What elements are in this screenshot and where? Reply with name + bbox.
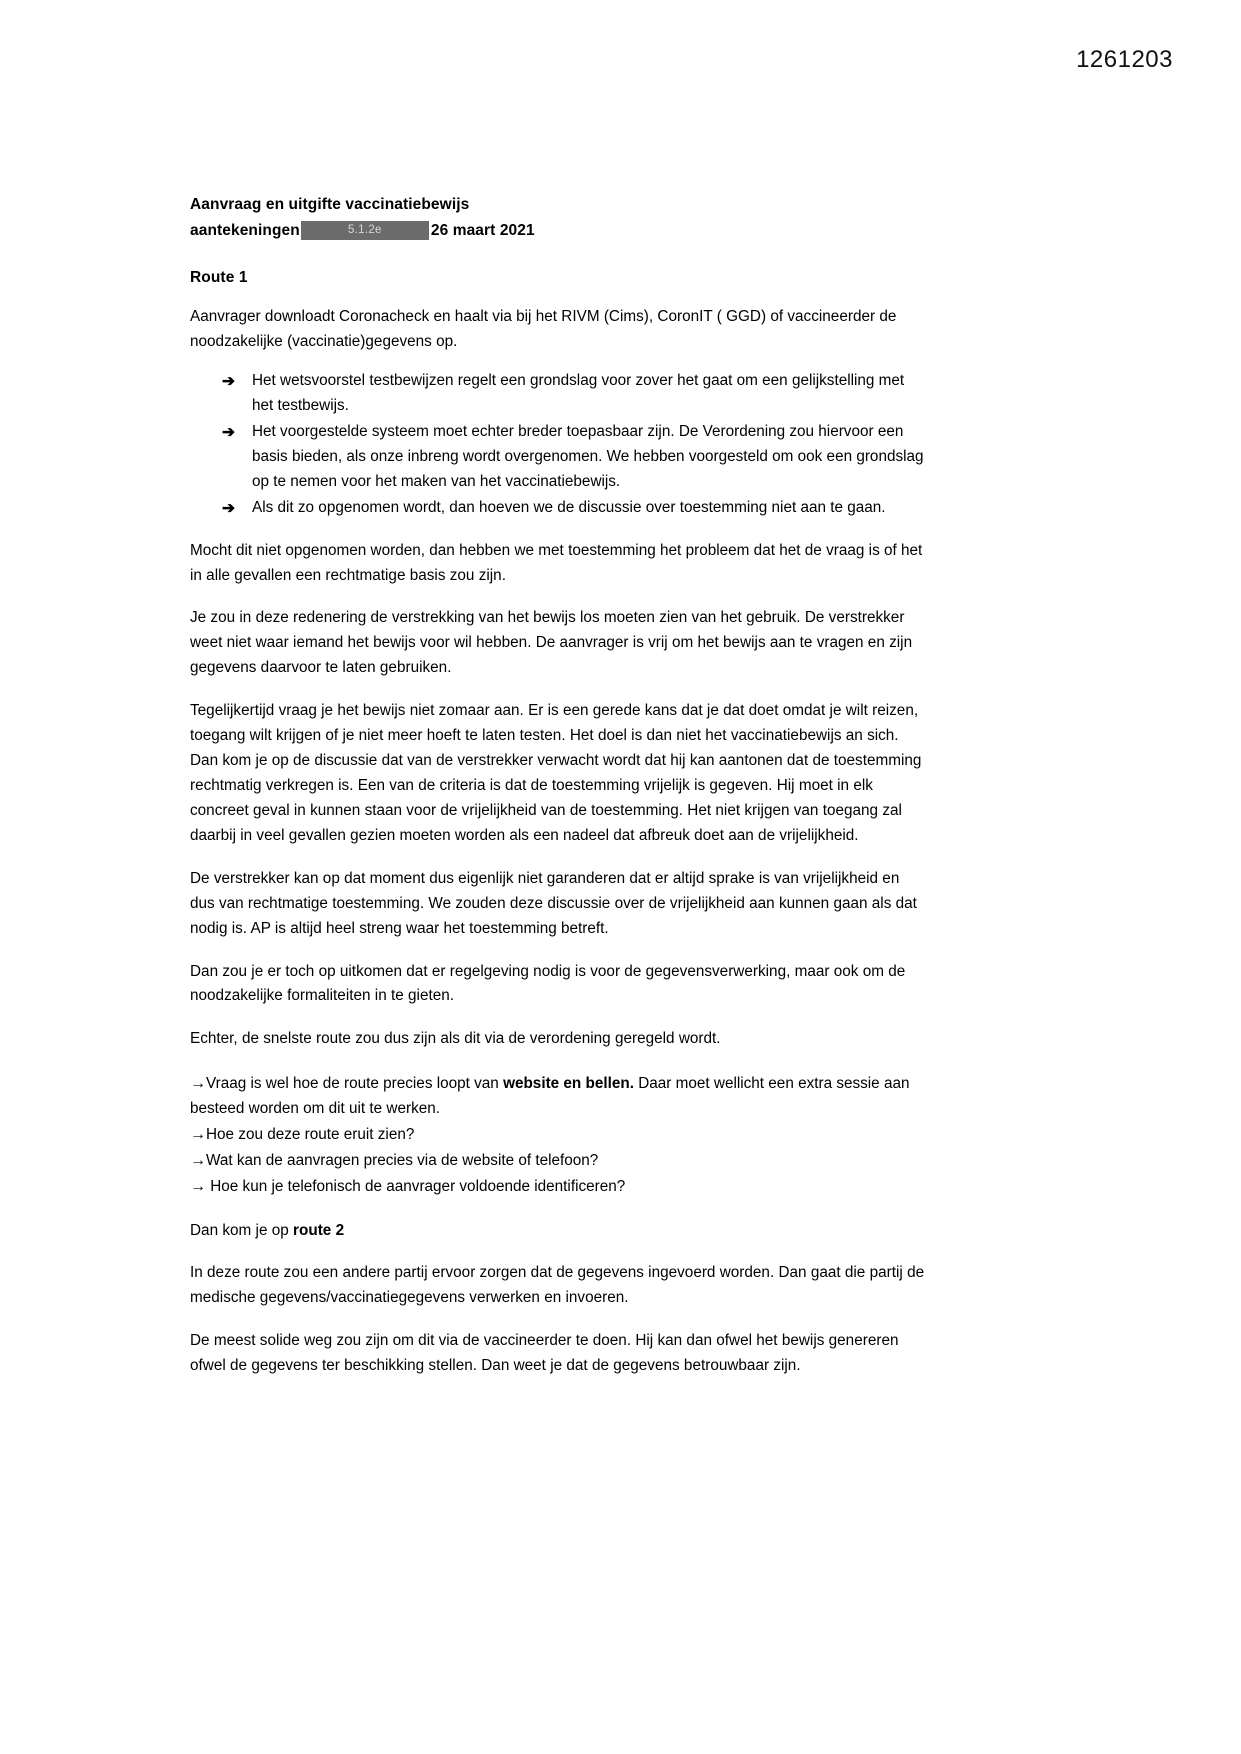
route-2-intro-line: [190, 1219, 928, 1244]
arrow-right-icon: →: [190, 1126, 206, 1144]
paragraph-je-zou: Je zou in deze redenering de verstrekking van het bewijs los moeten zien van het gebruik. De verstrekker weet niet waar iemand het bewijs voor wil hebben. De aanvrager is vrij om het bewijs aan te vragen en zijn gegevens daarvoor te laten gebruiken.: [190, 609, 913, 677]
paragraph-mocht-dit: Mocht dit niet opgenomen worden, dan hebben we met toestemming het probleem dat het de vraag is of het in alle gevallen een rechtmatige basis zou zijn.: [190, 541, 923, 584]
redaction-block: 5.1.2e: [301, 221, 429, 240]
paragraph-echter-snelste-route: Echter, de snelste route zou dus zijn als dit via de verordening geregeld wordt.: [190, 1030, 721, 1048]
paragraph-dan-zou-je: Dan zou je er toch op uitkomen dat er regelgeving nodig is voor de gegevensverwerking, maar ook om de noodzakelijke formaliteiten in te gieten.: [190, 962, 906, 1005]
arrow-right-icon: →: [190, 1152, 206, 1170]
document-date: 26 maart 2021: [430, 222, 535, 240]
question-line-3: [190, 1148, 928, 1174]
list-item-text: Als dit zo opgenomen wordt, dan hoeven we de discussie over toestemming niet aan te gaan.: [252, 498, 886, 516]
question-list: [190, 1071, 928, 1200]
list-item: [190, 496, 928, 521]
page-header-number: 1261203: [1076, 46, 1173, 73]
route-1-heading: Route 1: [190, 269, 248, 287]
list-item: [190, 420, 928, 495]
question-text: Wat kan de aanvragen precies via de website of telefoon?: [206, 1152, 599, 1170]
question-text-after: Daar moet wellicht een extra sessie aan besteed worden om dit uit te werken.: [190, 1075, 910, 1118]
question-line-4: [190, 1174, 928, 1200]
list-item: [190, 369, 928, 419]
route-1-bullet-list: [190, 369, 928, 521]
document-subtitle-prefix: aantekeningen: [190, 222, 300, 240]
document-title-line-2: [190, 218, 928, 243]
intro-paragraph: Aanvrager downloadt Coronacheck en haalt via bij het RIVM (Cims), CoronIT ( GGD) of vaccineerder de noodzakelijke (vaccinatie)gegevens op.: [190, 308, 897, 351]
paragraph-meest-solide-weg: De meest solide weg zou zijn om dit via de vaccineerder te doen. Hij kan dan ofwel het bewijs genereren ofwel de gegevens ter beschikking stellen. Dan weet je dat de gegevens betrouwbaar zijn.: [190, 1332, 899, 1375]
document-body: [190, 192, 928, 1379]
paragraph-tegelijkertijd: Tegelijkertijd vraag je het bewijs niet zomaar aan. Er is een gerede kans dat je dat doet omdat je wilt reizen, toegang wilt krijgen of je niet meer hoeft te laten testen. Het doel is dan niet het vaccinatiebewijs an sich. Dan kom je op de discussie dat van de verstrekker verwacht wordt dat hij kan aantonen dat de toestemming rechtmatig verkregen is. Een van de criteria is dat de toestemming vrijelijk is gegeven. Hij moet in elk concreet geval in kunnen staan voor de vrijelijkheid van de toestemming. Het niet krijgen van toegang zal daarbij in veel gevallen gezien moeten worden als een nadeel dat afbreuk doet aan de vrijelijkheid.: [190, 702, 922, 844]
question-text-bold: website en bellen.: [503, 1075, 634, 1093]
document-title-line-1: Aanvraag en uitgifte vaccinatiebewijs: [190, 196, 470, 213]
paragraph-de-verstrekker: De verstrekker kan op dat moment dus eigenlijk niet garanderen dat er altijd sprake is van vrijelijkheid en dus van rechtmatige toestemming. We zouden deze discussie over de vrijelijkheid aan kunnen gaan als dat nodig is. AP is altijd heel streng waar het toestemming betreft.: [190, 869, 917, 937]
list-item-text: Het wetsvoorstel testbewijzen regelt een grondslag voor zover het gaat om een gelijkstelling met het testbewijs.: [252, 372, 905, 414]
question-line-2: [190, 1122, 928, 1148]
question-text: Hoe kun je telefonisch de aanvrager voldoende identificeren?: [206, 1178, 626, 1196]
arrow-right-icon: →: [190, 1075, 206, 1093]
question-line-1: [190, 1071, 928, 1122]
question-text: Hoe zou deze route eruit zien?: [206, 1126, 415, 1144]
question-text-before: Vraag is wel hoe de route precies loopt van: [206, 1075, 504, 1093]
route-2-prefix: Dan kom je op: [190, 1221, 294, 1239]
arrow-right-icon: ➔: [222, 499, 235, 517]
arrow-right-icon: →: [190, 1178, 206, 1196]
document-title-block: [190, 192, 928, 243]
paragraph-in-deze-route: In deze route zou een andere partij ervoor zorgen dat de gegevens ingevoerd worden. Dan gaat die partij de medische gegevens/vaccinatiegegevens verwerken en invoeren.: [190, 1264, 925, 1307]
list-item-text: Het voorgestelde systeem moet echter breder toepasbaar zijn. De Verordening zou hiervoor een basis bieden, als onze inbreng wordt overgenomen. We hebben voorgesteld om ook een grondslag op te nemen voor het maken van het vaccinatiebewijs.: [252, 422, 924, 490]
arrow-right-icon: ➔: [222, 373, 235, 391]
arrow-right-icon: ➔: [222, 423, 235, 441]
route-2-label: route 2: [293, 1221, 345, 1239]
